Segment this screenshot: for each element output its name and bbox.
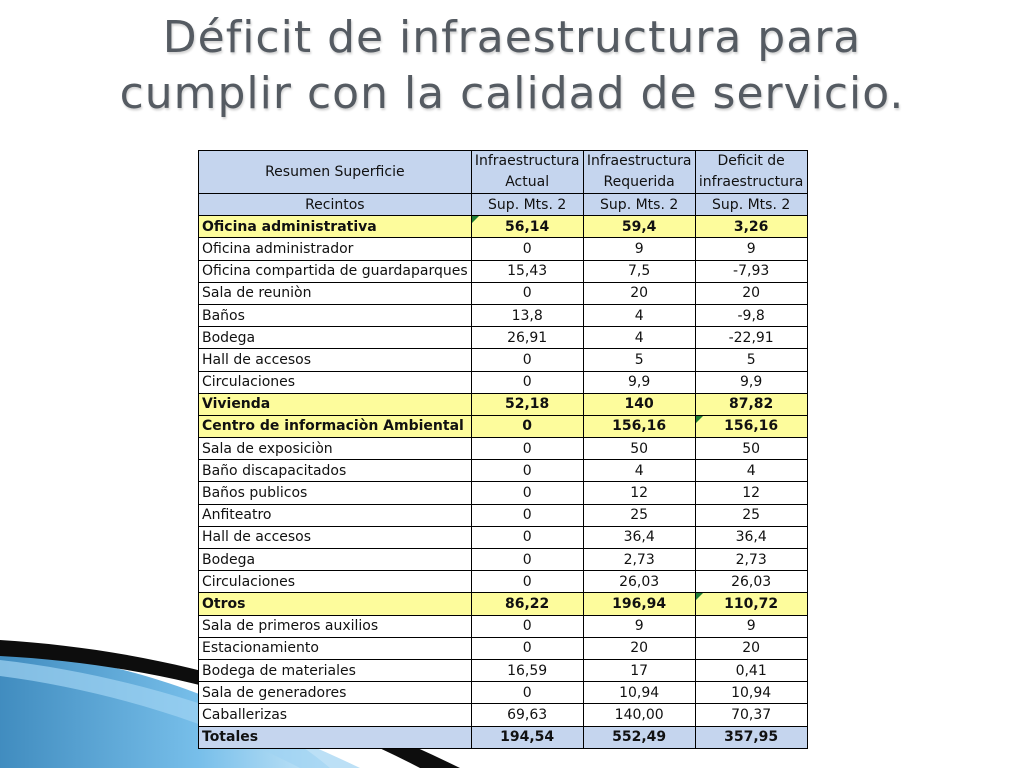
- table-row: [199, 238, 808, 260]
- requerida-cell: 17: [583, 659, 695, 681]
- subheader-unit: Sup. Mts. 2: [471, 194, 583, 216]
- deficit-cell: -9,8: [695, 304, 807, 326]
- actual-cell: 0: [471, 526, 583, 548]
- deficit-cell: 25: [695, 504, 807, 526]
- requerida-cell: 4: [583, 304, 695, 326]
- actual-cell: 0: [471, 460, 583, 482]
- requerida-cell: 9: [583, 615, 695, 637]
- actual-cell: 15,43: [471, 260, 583, 282]
- actual-cell: 13,8: [471, 304, 583, 326]
- recinto-cell: Sala de generadores: [199, 682, 472, 704]
- group-row: [199, 593, 808, 615]
- deficit-cell: 0,41: [695, 659, 807, 681]
- recinto-cell: Sala de primeros auxilios: [199, 615, 472, 637]
- deficit-cell: 5: [695, 349, 807, 371]
- table-row: [199, 482, 808, 504]
- deficit-cell: 9,9: [695, 371, 807, 393]
- totals-value: 194,54: [471, 726, 583, 748]
- header-deficit-l2: infraestructura: [698, 174, 804, 190]
- header-infra-requerida-l2: Requerida: [603, 174, 675, 190]
- requerida-cell: 9: [583, 238, 695, 260]
- recinto-cell: Centro de informaciòn Ambiental: [199, 415, 472, 437]
- slide-title-line-1: Déficit de infraestructura para: [162, 12, 862, 63]
- actual-cell: 0: [471, 438, 583, 460]
- header-resumen-superficie: Resumen Superficie: [199, 151, 472, 194]
- deficit-cell: 70,37: [695, 704, 807, 726]
- actual-cell: 0: [471, 637, 583, 659]
- recinto-cell: Baños publicos: [199, 482, 472, 504]
- deficit-cell: 9: [695, 238, 807, 260]
- recinto-cell: Caballerizas: [199, 704, 472, 726]
- actual-cell: 16,59: [471, 659, 583, 681]
- requerida-cell: 196,94: [583, 593, 695, 615]
- totals-value: 357,95: [695, 726, 807, 748]
- recinto-cell: Sala de reuniòn: [199, 282, 472, 304]
- recinto-cell: Oficina administrativa: [199, 216, 472, 238]
- recinto-cell: Hall de accesos: [199, 526, 472, 548]
- deficit-cell: 36,4: [695, 526, 807, 548]
- actual-cell: 0: [471, 571, 583, 593]
- deficit-cell: 50: [695, 438, 807, 460]
- table-row: [199, 371, 808, 393]
- subheader-recintos: Recintos: [199, 194, 472, 216]
- requerida-cell: 25: [583, 504, 695, 526]
- group-row: [199, 393, 808, 415]
- header-deficit: [695, 151, 807, 194]
- requerida-cell: 10,94: [583, 682, 695, 704]
- actual-cell: 0: [471, 615, 583, 637]
- recinto-cell: Bodega: [199, 549, 472, 571]
- requerida-cell: 156,16: [583, 415, 695, 437]
- actual-cell: 69,63: [471, 704, 583, 726]
- table-row: [199, 438, 808, 460]
- actual-cell: 52,18: [471, 393, 583, 415]
- deficit-cell: 20: [695, 637, 807, 659]
- recinto-cell: Oficina administrador: [199, 238, 472, 260]
- requerida-cell: 50: [583, 438, 695, 460]
- requerida-cell: 2,73: [583, 549, 695, 571]
- table-row: [199, 637, 808, 659]
- slide-title: [0, 10, 1024, 122]
- table-row: [199, 549, 808, 571]
- requerida-cell: 140,00: [583, 704, 695, 726]
- table-row: [199, 526, 808, 548]
- group-row: [199, 216, 808, 238]
- requerida-cell: 20: [583, 282, 695, 304]
- table-row: [199, 282, 808, 304]
- actual-cell: 0: [471, 482, 583, 504]
- actual-cell: 86,22: [471, 593, 583, 615]
- requerida-cell: 9,9: [583, 371, 695, 393]
- actual-cell: 0: [471, 282, 583, 304]
- deficit-cell: 9: [695, 615, 807, 637]
- recinto-cell: Sala de exposiciòn: [199, 438, 472, 460]
- slide-title-line-2: cumplir con la calidad de servicio.: [119, 68, 905, 119]
- deficit-cell: 2,73: [695, 549, 807, 571]
- table-header-row: [199, 151, 808, 194]
- recinto-cell: Otros: [199, 593, 472, 615]
- header-infra-actual-l2: Actual: [505, 174, 550, 190]
- recinto-cell: Estacionamiento: [199, 637, 472, 659]
- header-infra-actual-l1: Infraestructura: [474, 153, 580, 169]
- deficit-cell: 20: [695, 282, 807, 304]
- table-row: [199, 659, 808, 681]
- header-infra-actual: [471, 151, 583, 194]
- requerida-cell: 12: [583, 482, 695, 504]
- table-row: [199, 682, 808, 704]
- totals-label: Totales: [199, 726, 472, 748]
- actual-cell: 0: [471, 238, 583, 260]
- table-row: [199, 504, 808, 526]
- table-row: [199, 704, 808, 726]
- actual-cell: 26,91: [471, 327, 583, 349]
- recinto-cell: Baño discapacitados: [199, 460, 472, 482]
- actual-cell: 0: [471, 349, 583, 371]
- recinto-cell: Circulaciones: [199, 371, 472, 393]
- totals-value: 552,49: [583, 726, 695, 748]
- requerida-cell: 5: [583, 349, 695, 371]
- deficit-cell: 156,16: [695, 415, 807, 437]
- table-row: [199, 304, 808, 326]
- requerida-cell: 4: [583, 460, 695, 482]
- actual-cell: 0: [471, 415, 583, 437]
- actual-cell: 0: [471, 682, 583, 704]
- table-row: [199, 327, 808, 349]
- requerida-cell: 20: [583, 637, 695, 659]
- recinto-cell: Bodega de materiales: [199, 659, 472, 681]
- table-subheader-row: [199, 194, 808, 216]
- table-row: [199, 349, 808, 371]
- recinto-cell: Bodega: [199, 327, 472, 349]
- recinto-cell: Hall de accesos: [199, 349, 472, 371]
- deficit-cell: 12: [695, 482, 807, 504]
- deficit-cell: -7,93: [695, 260, 807, 282]
- subheader-unit: Sup. Mts. 2: [695, 194, 807, 216]
- deficit-cell: 87,82: [695, 393, 807, 415]
- totals-row: [199, 726, 808, 748]
- subheader-unit: Sup. Mts. 2: [583, 194, 695, 216]
- actual-cell: 56,14: [471, 216, 583, 238]
- header-infra-requerida-l1: Infraestructura: [586, 153, 692, 169]
- deficit-cell: 26,03: [695, 571, 807, 593]
- group-row: [199, 415, 808, 437]
- table-row: [199, 460, 808, 482]
- recinto-cell: Circulaciones: [199, 571, 472, 593]
- recinto-cell: Oficina compartida de guardaparques: [199, 260, 472, 282]
- table-row: [199, 571, 808, 593]
- deficit-cell: 4: [695, 460, 807, 482]
- deficit-cell: 10,94: [695, 682, 807, 704]
- table-row: [199, 260, 808, 282]
- deficit-cell: 3,26: [695, 216, 807, 238]
- requerida-cell: 4: [583, 327, 695, 349]
- recinto-cell: Vivienda: [199, 393, 472, 415]
- requerida-cell: 26,03: [583, 571, 695, 593]
- actual-cell: 0: [471, 549, 583, 571]
- infrastructure-table: [198, 150, 808, 749]
- requerida-cell: 36,4: [583, 526, 695, 548]
- requerida-cell: 59,4: [583, 216, 695, 238]
- deficit-cell: 110,72: [695, 593, 807, 615]
- header-deficit-l1: Deficit de: [717, 153, 785, 169]
- header-infra-requerida: [583, 151, 695, 194]
- requerida-cell: 7,5: [583, 260, 695, 282]
- deficit-cell: -22,91: [695, 327, 807, 349]
- recinto-cell: Anfiteatro: [199, 504, 472, 526]
- actual-cell: 0: [471, 504, 583, 526]
- recinto-cell: Baños: [199, 304, 472, 326]
- table-row: [199, 615, 808, 637]
- requerida-cell: 140: [583, 393, 695, 415]
- actual-cell: 0: [471, 371, 583, 393]
